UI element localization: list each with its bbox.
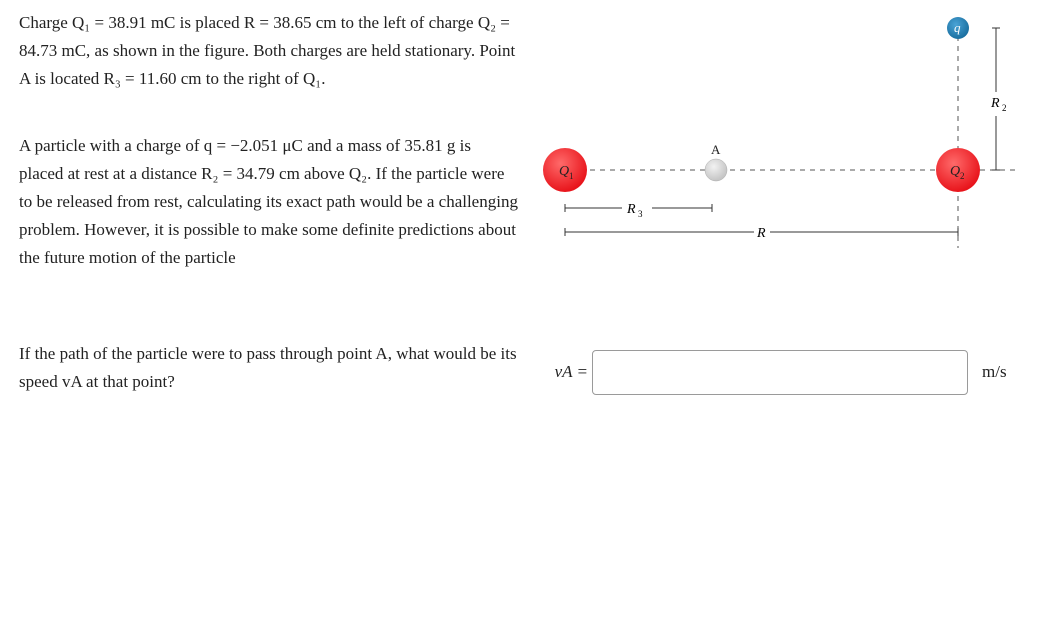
charge-q1: [543, 148, 587, 192]
r-label: R: [757, 226, 766, 241]
charge-diagram: [530, 8, 1045, 258]
question-paragraph: If the path of the particle were to pass through point A, what would be its speed vA at that point?: [19, 344, 517, 391]
answer-label: vA =: [554, 362, 588, 381]
charge-q2: [936, 148, 980, 192]
problem-paragraph-2: A particle with a charge of q = −2.051 μC and a mass of 35.81 g is placed at rest at a distance R₂ = 34.79 cm above Q₂. If the particle were to be released from rest, calculating its exact path would be a challenging problem. However, it is possible to make some definite predictions about the future motion of the particle: [19, 136, 518, 267]
r3-label: R: [627, 202, 636, 217]
r3-subscript: 3: [638, 209, 643, 219]
particle-q-label: q: [954, 20, 961, 35]
charge-q2-label: Q: [950, 164, 961, 179]
speed-answer-input[interactable]: [592, 350, 968, 395]
r2-label: R: [991, 96, 1000, 111]
particle-q: [947, 17, 969, 39]
r2-subscript: 2: [1002, 103, 1007, 113]
point-a: [705, 142, 727, 181]
charge-q2-subscript: 2: [960, 171, 965, 181]
charge-q1-subscript: 1: [569, 171, 574, 181]
problem-paragraph-1: Charge Q₁ = 38.91 mC is placed R = 38.65 cm to the left of charge Q₂ = 84.73 mC, as shown in the figure. Both charges are held stationary. Point A is located R₃ = 11.60 cm to the right of Q₁.: [19, 13, 516, 88]
charge-q1-label: Q: [559, 164, 570, 179]
point-a-label: A: [711, 142, 721, 157]
answer-unit: m/s: [982, 362, 1007, 381]
